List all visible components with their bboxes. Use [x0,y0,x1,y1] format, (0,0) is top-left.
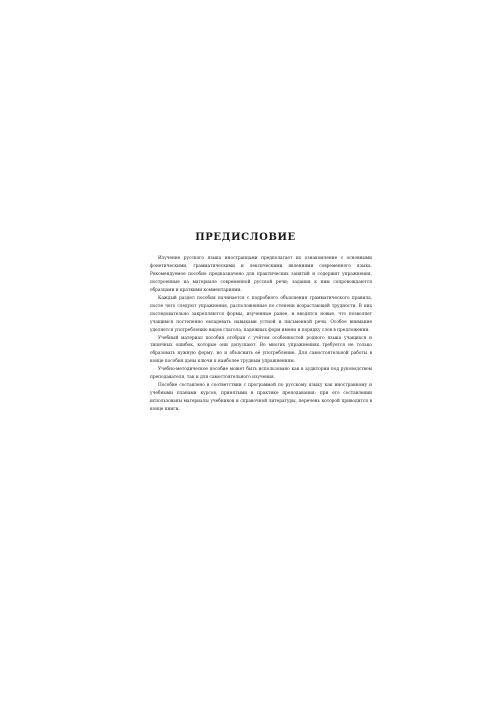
page-title: ПРЕДИСЛОВИЕ [195,232,296,243]
body-text [150,255,372,414]
paragraph: Учебный материал пособия отобран с учётом особенностей родного языка учащихся и типичных ошибок, которые они допускают. Во многих упражнениях требуется не только образовать нужную форму, но и объяснить её употребление. Для самостоятельной работы в конце пособия даны ключи к наиболее трудным упражнениям. [150,335,372,365]
paragraph: Учебно-методическое пособие может быть использовано как в аудитории под руководством преподавателя, так и для самостоятельного изучения. [150,367,372,381]
paragraph: Пособие составлено в соответствии с программой по русскому языку как иностранному и учебными планами курсов, принятыми в практике преподавания; при его составлении использованы материалы учебников и справочной литературы, перечень которой приводится в конце книги. [150,383,372,413]
paragraph: Изучение русского языка иностранцами предполагает их ознакомление с основными фонетическими, грамматическими и лексическими явлениями современного языка. Рекомендуемое пособие предназначено для практических занятий и содержит упражнения, построенные на материале современной русской речи; задания к ним сопровождаются образцами и краткими комментариями. [150,256,372,293]
paragraph: Каждый раздел пособия начинается с подробного объяснения грамматического правила, после чего следуют упражнения, расположенные по степени возрастающей трудности. В них последовательно закрепляются формы, изученные ранее, и вводятся новые, что позволяет учащимся постепенно овладевать навыками устной и письменной речи. Особое внимание уделяется употреблению видов глагола, падежных форм имени и порядку слов в предложении. [150,295,372,333]
